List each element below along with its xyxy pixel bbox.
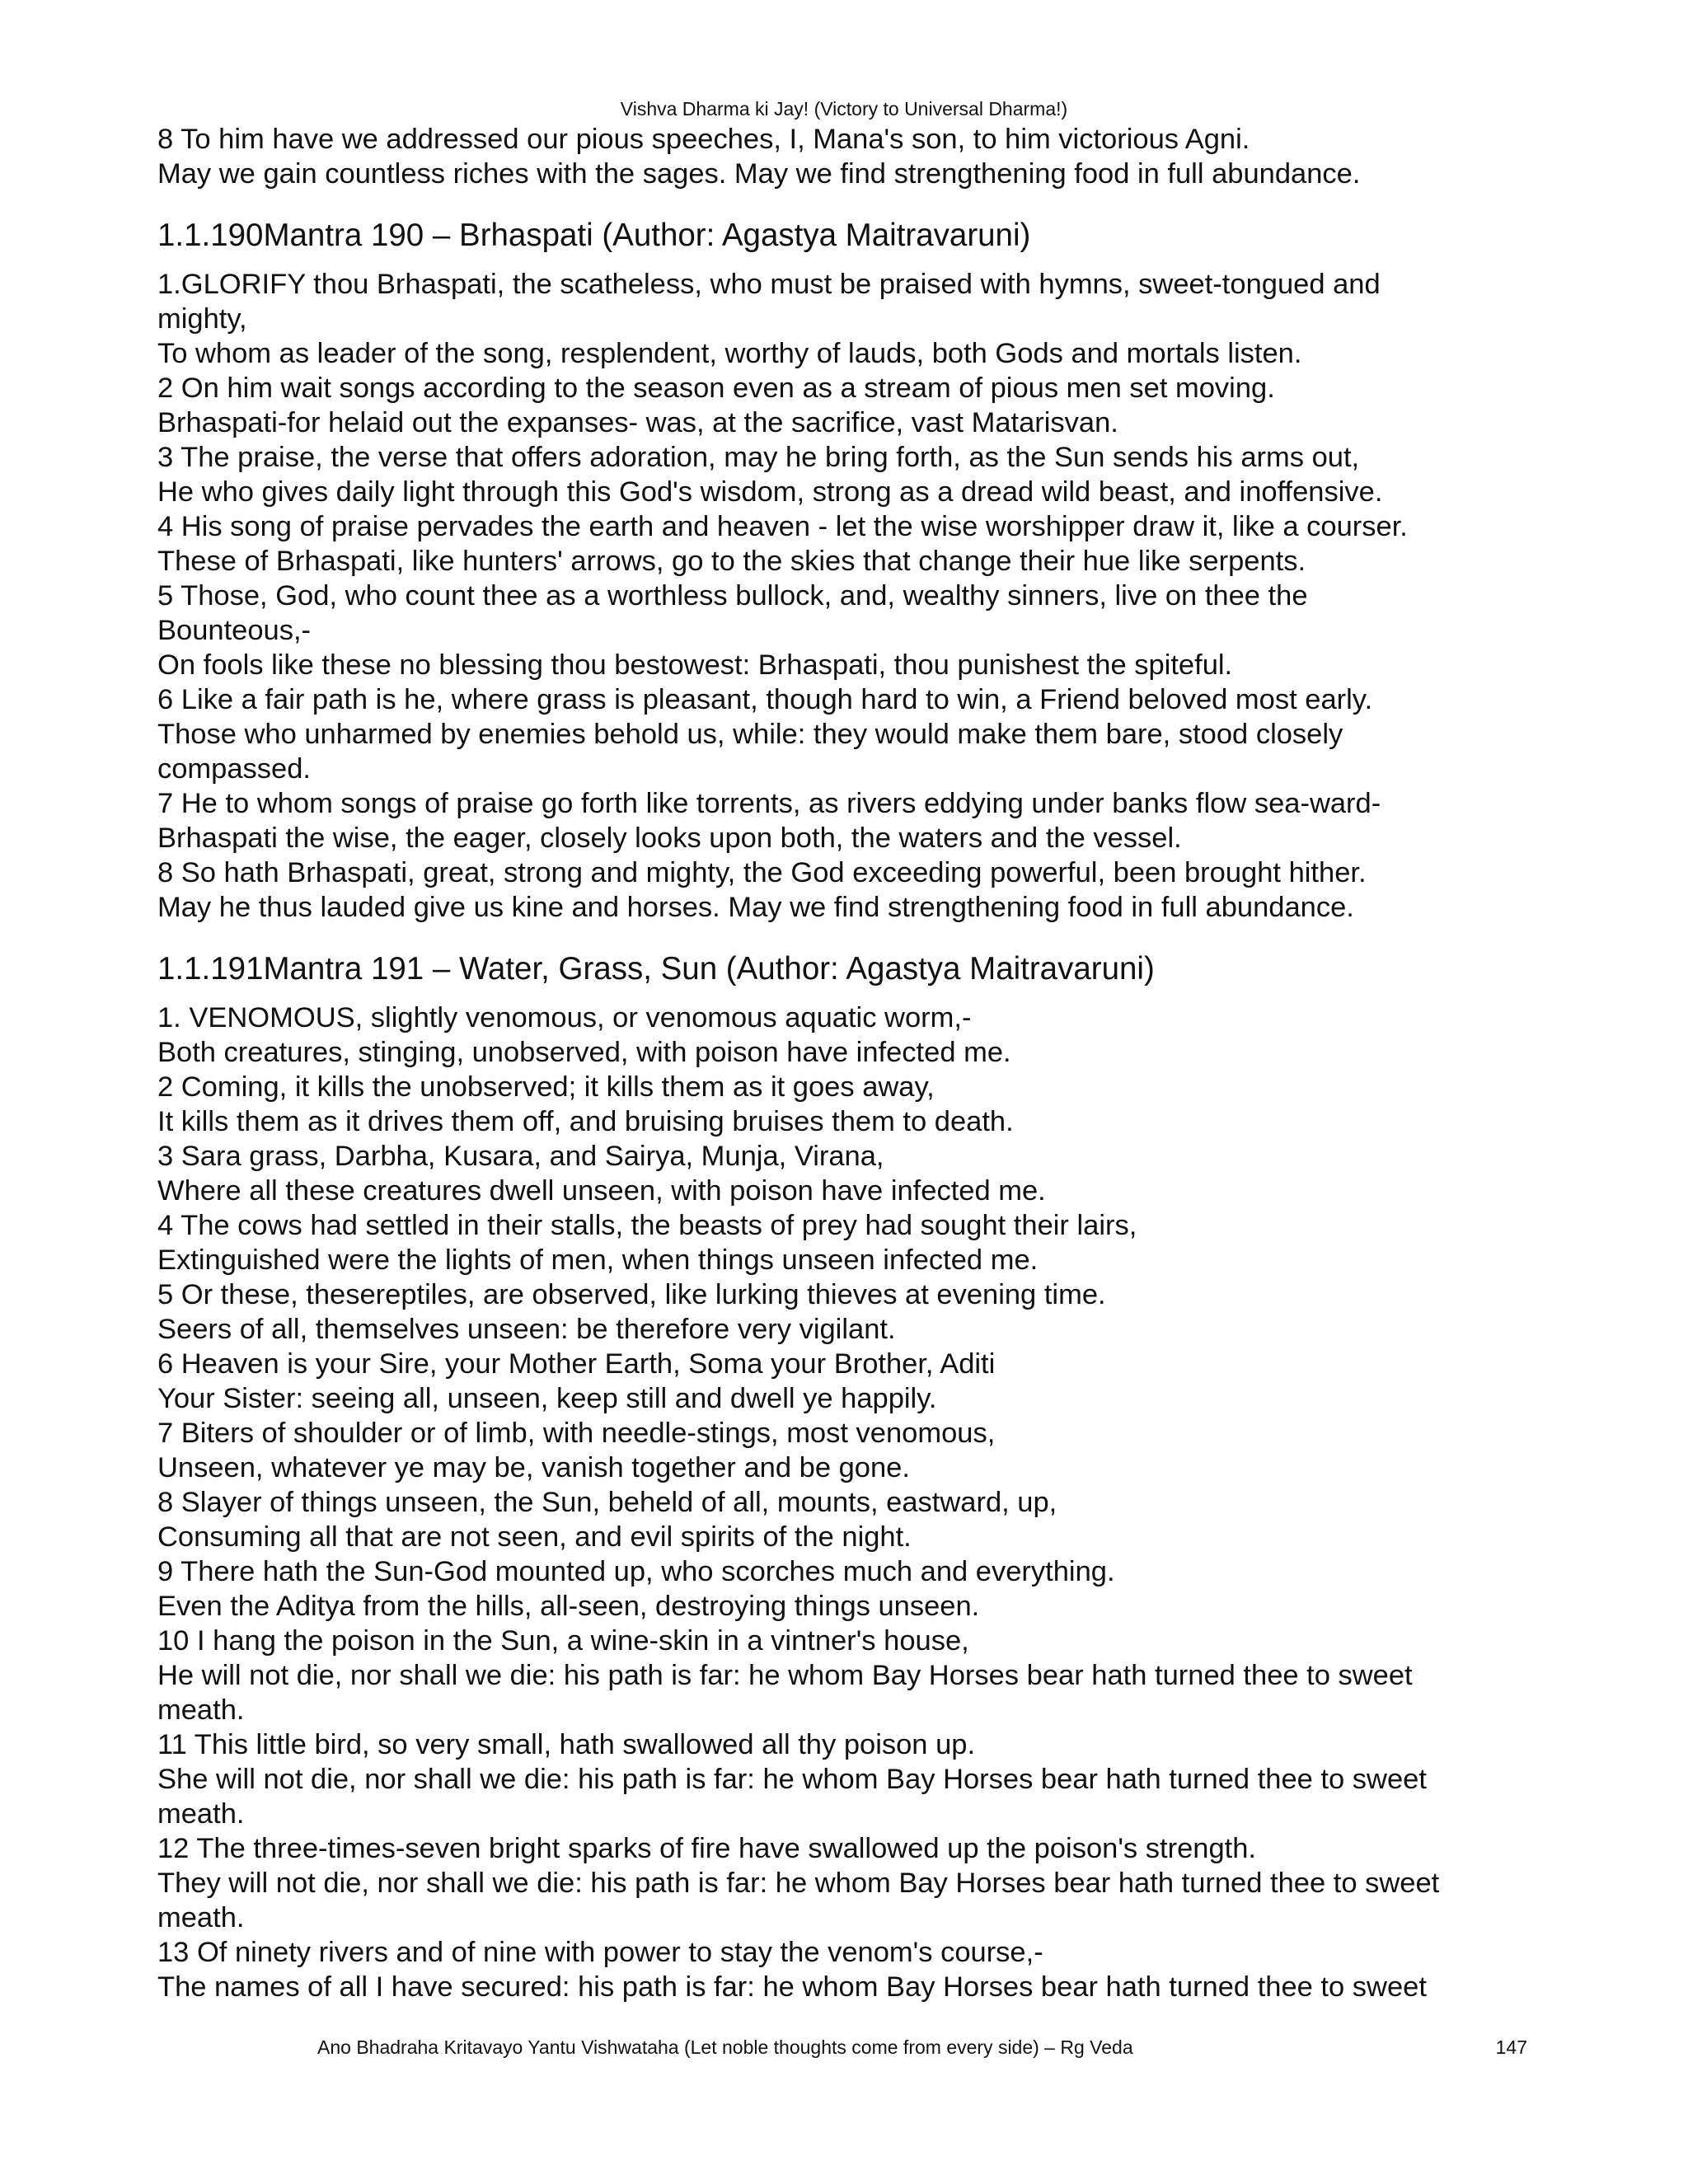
verse-line: 2 On him wait songs according to the season even as a stream of pious men set moving. [157, 373, 1275, 404]
verse-line: 12 The three-times-seven bright sparks of fire have swallowed up the poison's strength. [157, 1833, 1256, 1864]
verse-line: 8 To him have we addressed our pious speeches, I, Mana's son, to him victorious Agni. [157, 124, 1250, 155]
verse-line: 7 Biters of shoulder or of limb, with needle-stings, most venomous, [157, 1418, 996, 1449]
verse-line: These of Brhaspati, like hunters' arrows, go to the skies that change their hue like serpents. [157, 546, 1306, 577]
verse-line: Brhaspati the wise, the eager, closely looks upon both, the waters and the vessel. [157, 823, 1182, 854]
verse-line: compassed. [157, 753, 312, 785]
verse-line: Bounteous,- [157, 615, 312, 646]
section-heading: 1.1.191Mantra 191 – Water, Grass, Sun (Author: Agastya Maitravaruni) [157, 951, 1155, 987]
verse-line: 8 So hath Brhaspati, great, strong and mighty, the God exceeding powerful, been brought hither. [157, 857, 1367, 888]
section-heading: 1.1.190Mantra 190 – Brhaspati (Author: Agastya Maitravaruni) [157, 218, 1031, 253]
verse-line: 1.GLORIFY thou Brhaspati, the scatheless, who must be praised with hymns, sweet-tongued and [157, 269, 1381, 300]
verse-line: Both creatures, stinging, unobserved, with poison have infected me. [157, 1037, 1011, 1068]
verse-line: 9 There hath the Sun-God mounted up, who scorches much and everything. [157, 1556, 1115, 1587]
verse-line: 3 The praise, the verse that offers adoration, may he bring forth, as the Sun sends his arms out, [157, 442, 1360, 473]
verse-line: 5 Those, God, who count thee as a worthless bullock, and, wealthy sinners, live on thee the [157, 580, 1308, 612]
verse-line: May he thus lauded give us kine and horses. May we find strengthening food in full abundance. [157, 892, 1354, 923]
verse-line: 1. VENOMOUS, slightly venomous, or venomous aquatic worm,- [157, 1002, 972, 1033]
verse-line: To whom as leader of the song, resplendent, worthy of lauds, both Gods and mortals listen. [157, 338, 1302, 369]
intro-verses [157, 122, 1542, 191]
verse-line: Consuming all that are not seen, and evil spirits of the night. [157, 1521, 912, 1553]
mantra-section-190 [157, 217, 1542, 925]
running-header: Vishva Dharma ki Jay! (Victory to Universal Dharma!) [620, 98, 1068, 120]
verse-line: They will not die, nor shall we die: his path is far: he whom Bay Horses bear hath turned thee to sweet [157, 1868, 1440, 1899]
verse-line: 7 He to whom songs of praise go forth like torrents, as rivers eddying under banks flow sea-ward- [157, 788, 1381, 819]
verse-line: He who gives daily light through this God's wisdom, strong as a dread wild beast, and inoffensive. [157, 476, 1383, 508]
verse-line: 11 This little bird, so very small, hath swallowed all thy poison up. [157, 1729, 976, 1760]
verse-line: 6 Heaven is your Sire, your Mother Earth, Soma your Brother, Aditi [157, 1348, 996, 1380]
verse-line: Extinguished were the lights of men, when things unseen infected me. [157, 1244, 1039, 1276]
verse-line: 5 Or these, thesereptiles, are observed, like lurking thieves at evening time. [157, 1279, 1106, 1310]
section-verses [157, 1001, 1542, 2004]
page-body [157, 122, 1542, 2004]
verse-line: meath. [157, 1798, 245, 1830]
verse-line: May we gain countless riches with the sages. May we find strengthening food in full abundance. [157, 158, 1361, 190]
verse-line: meath. [157, 1902, 245, 1933]
verse-line: Unseen, whatever ye may be, vanish together and be gone. [157, 1452, 910, 1483]
verse-line: On fools like these no blessing thou bestowest: Brhaspati, thou punishest the spiteful. [157, 649, 1233, 681]
verse-line: 2 Coming, it kills the unobserved; it kills them as it goes away, [157, 1071, 935, 1103]
verse-line: She will not die, nor shall we die: his path is far: he whom Bay Horses bear hath turned thee to sweet [157, 1764, 1427, 1795]
verse-line: mighty, [157, 303, 247, 335]
verse-line: 6 Like a fair path is he, where grass is pleasant, though hard to win, a Friend beloved most early. [157, 684, 1373, 715]
verse-line: meath. [157, 1694, 245, 1726]
mantra-section-191 [157, 950, 1542, 2004]
verse-line: 4 The cows had settled in their stalls, the beasts of prey had sought their lairs, [157, 1210, 1137, 1241]
verse-line: Seers of all, themselves unseen: be therefore very vigilant. [157, 1314, 896, 1345]
verse-line: Your Sister: seeing all, unseen, keep still and dwell ye happily. [157, 1383, 937, 1414]
page-number: 147 [1495, 2036, 1527, 2058]
verse-line: Those who unharmed by enemies behold us, while: they would make them bare, stood closely [157, 719, 1343, 750]
verse-line: Brhaspati-for helaid out the expanses- was, at the sacrifice, vast Matarisvan. [157, 407, 1118, 438]
verse-line: Even the Aditya from the hills, all-seen, destroying things unseen. [157, 1591, 980, 1622]
verse-line: 3 Sara grass, Darbha, Kusara, and Sairya, Munja, Virana, [157, 1141, 884, 1172]
running-footer: Ano Bhadraha Kritavayo Yantu Vishwataha (Let noble thoughts come from every side) – Rg Veda [317, 2036, 1133, 2058]
section-verses [157, 267, 1542, 925]
verse-line: 8 Slayer of things unseen, the Sun, beheld of all, mounts, eastward, up, [157, 1487, 1057, 1518]
verse-line: 10 I hang the poison in the Sun, a wine-skin in a vintner's house, [157, 1625, 969, 1657]
verse-line: Where all these creatures dwell unseen, with poison have infected me. [157, 1175, 1046, 1207]
verse-line: 4 His song of praise pervades the earth and heaven - let the wise worshipper draw it, like a courser. [157, 511, 1408, 542]
verse-line: 13 Of ninety rivers and of nine with power to stay the venom's course,- [157, 1937, 1043, 1968]
verse-line: The names of all I have secured: his path is far: he whom Bay Horses bear hath turned thee to sweet [157, 1971, 1427, 2003]
verse-line: He will not die, nor shall we die: his path is far: he whom Bay Horses bear hath turned thee to sweet [157, 1660, 1413, 1691]
verse-line: It kills them as it drives them off, and bruising bruises them to death. [157, 1106, 1014, 1137]
